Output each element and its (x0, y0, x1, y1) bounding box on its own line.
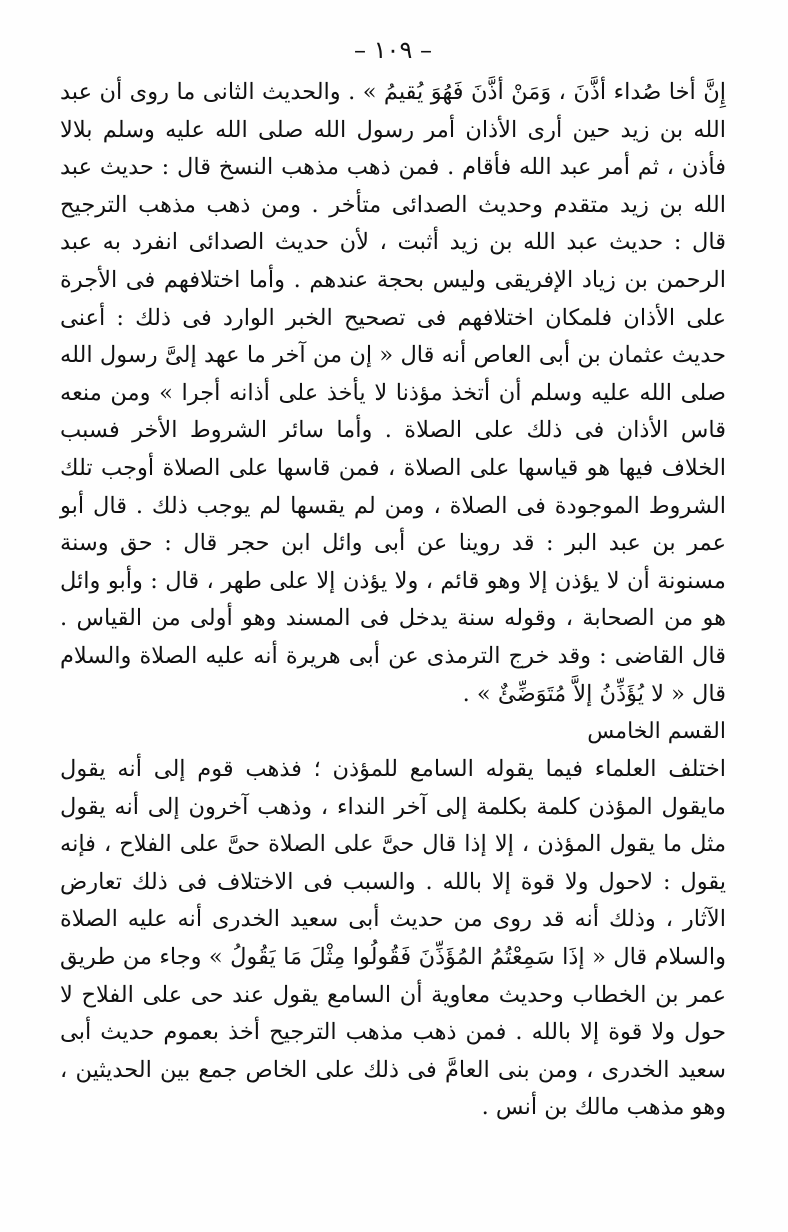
page-number: – ١٠٩ – (354, 36, 432, 64)
paragraph-listener-response: اختلف العلماء فيما يقوله السامع للمؤذن ؛ فذهب قوم إلى أنه يقول مايقول المؤذن كلمة بكلمة إلى آخر النداء ، وذهب آخرون إلى أنه يقول مثل ما يقول المؤذن ، إلا إذا قال حىَّ على الصلاة حىَّ على الفلاح ، فإنه يقول : لاحول ولا قوة إلا بالله . والسبب فى الاختلاف فى ذلك تعارض الآثار ، وذلك أنه قد روى من حديث أبى سعيد الخدرى أنه عليه الصلاة والسلام قال « إذَا سَمِعْتُمُ المُؤَذِّنَ فَقُولُوا مِثْلَ مَا يَقُولُ » وجاء من طريق عمر بن الخطاب وحديث معاوية أن السامع يقول عند حى على الفلاح لا حول ولا قوة إلا بالله . فمن ذهب مذهب الترجيح أخذ بعموم حديث أبى سعيد الخدرى ، ومن بنى العامَّ فى ذلك على الخاص جمع بين الحديثين ، وهو مذهب مالك بن أنس . (60, 756, 726, 1121)
section-heading-fifth-part: القسم الخامس (587, 719, 726, 745)
paragraph-adhan-hadith: إِنَّ أخا صُداء أذَّنَ ، وَمَنْ أذَّنَ فَهُوَ يُقيمُ » . والحديث الثانى ما روى أن عبد الله بن زيد حين أرى الأذان أمر رسول الله صلى الله عليه وسلم بلالا فأذن ، ثم أمر عبد الله فأقام . فمن ذهب مذهب النسخ قال : حديث عبد الله بن زيد متقدم وحديث الصدائى متأخر . ومن ذهب مذهب الترجيح قال : حديث عبد الله بن زيد أثبت ، لأن حديث الصدائى انفرد به عبد الرحمن بن زياد الإفريقى وليس بحجة عندهم . وأما اختلافهم فى الأجرة على الأذان فلمكان اختلافهم فى تصحيح الخبر الوارد فى ذلك : أعنى حديث عثمان بن أبى العاص أنه قال « إن من آخر ما عهد إلىَّ رسول الله صلى الله عليه وسلم أن أتخذ مؤذنا لا يأخذ على أذانه أجرا » ومن منعه قاس الأذان فى ذلك على الصلاة . وأما سائر الشروط الأخر فسبب الخلاف فيها هو قياسها على الصلاة ، فمن قاسها على الصلاة أوجب تلك الشروط الموجودة فى الصلاة ، ومن لم يقسها لم يوجب ذلك . قال أبو عمر بن عبد البر : قد روينا عن أبى وائل ابن حجر قال : حق وسنة مسنونة أن لا يؤذن إلا وهو قائم ، ولا يؤذن إلا على طهر ، قال : وأبو وائل هو من الصحابة ، وقوله سنة يدخل فى المسند وهو أولى من القياس . قال القاضى : وقد خرج الترمذى عن أبى هريرة أنه عليه الصلاة والسلام قال « لا يُؤَذِّنُ إلاَّ مُتَوَضِّئٌ » . (60, 79, 726, 707)
main-text (60, 74, 726, 1127)
